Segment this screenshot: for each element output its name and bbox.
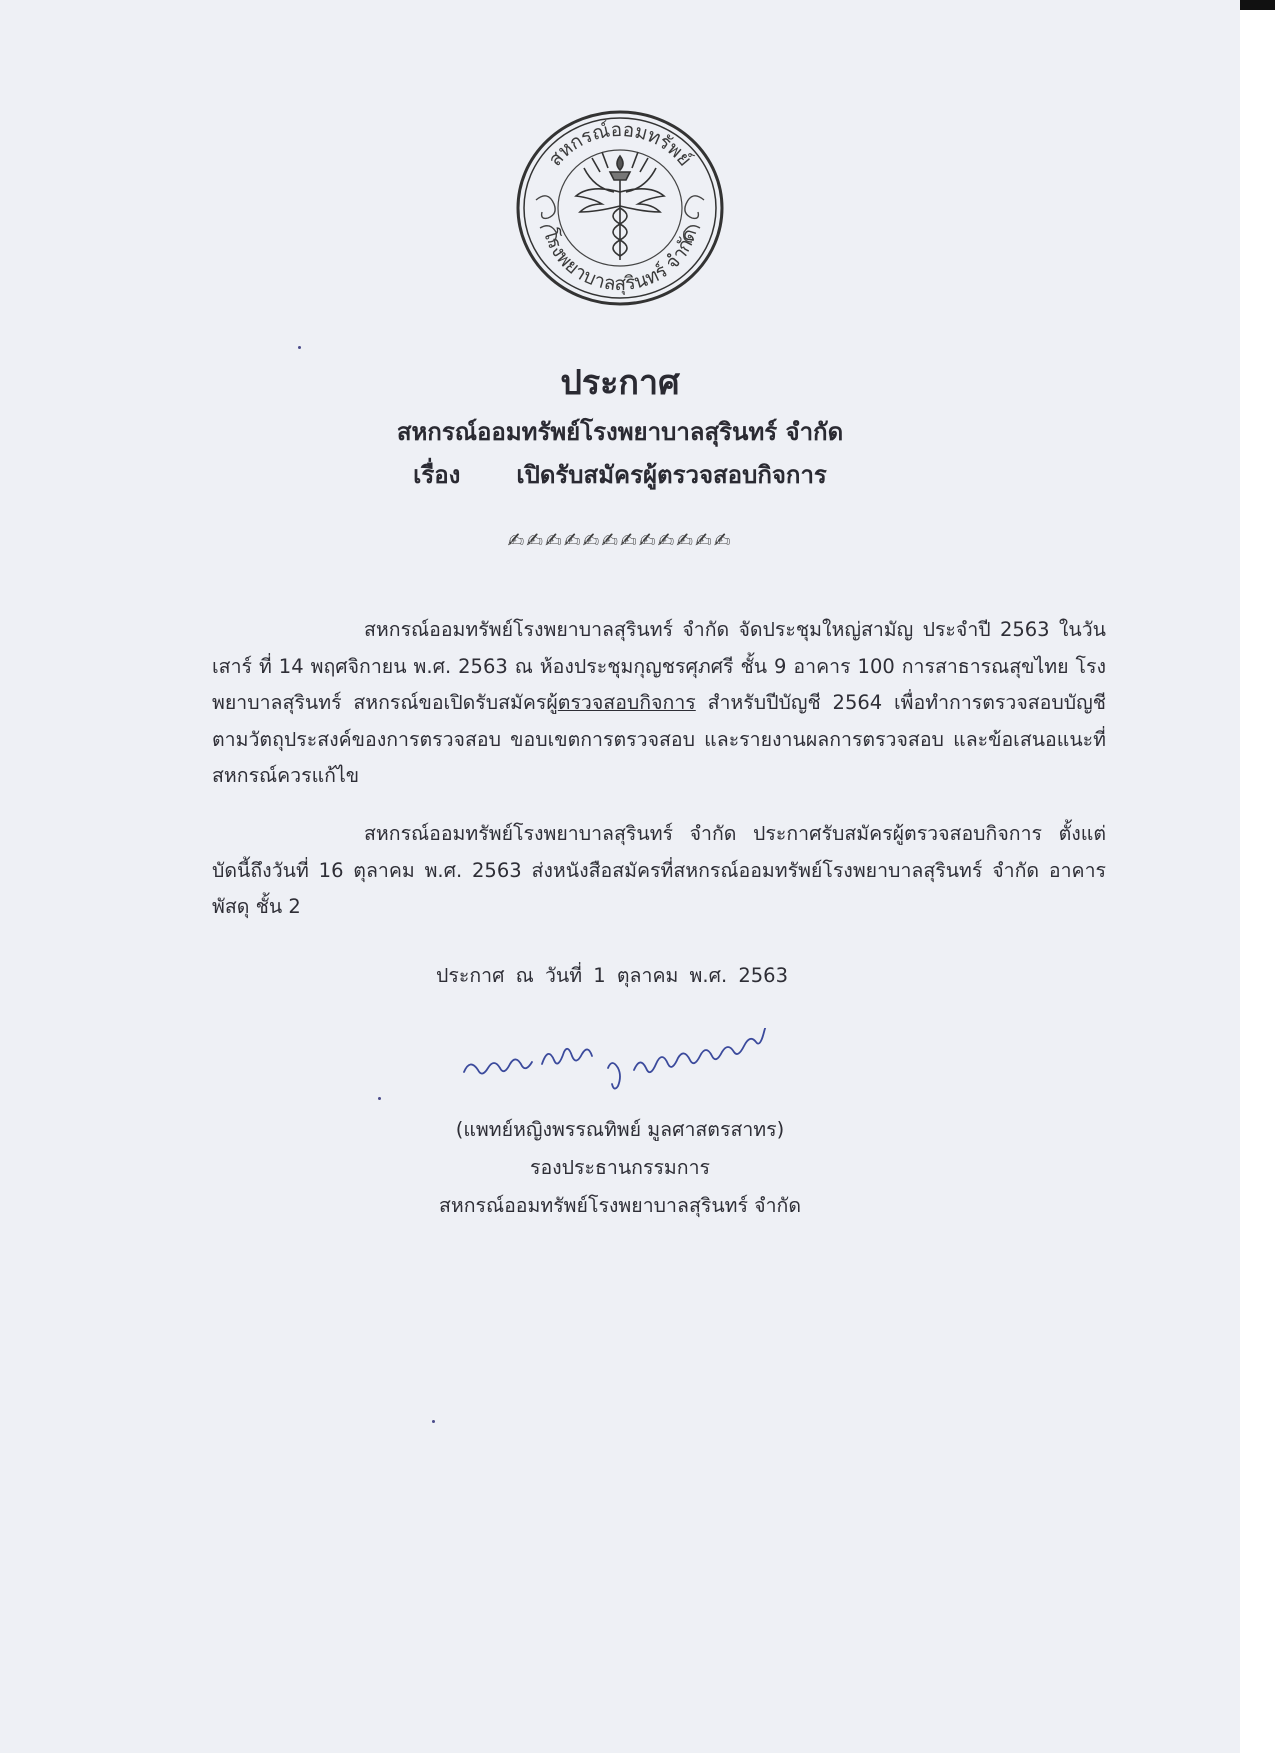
paragraph-1-text-a: สหกรณ์ออมทรัพย์โรงพยาบาลสุรินทร์ จำกัด จัดประชุมใหญ่สามัญ ประจำปี 2563 ในวันเสาร์ ที่ 14 พฤศจิกายน พ.ศ. 2563 ณ ห้องประชุมกุญชรศุภศรี ชั้น 9 อาคาร 100 การสาธารณสุขไทย โรงพยาบาลสุรินทร์ สหกรณ์ขอเปิดรับสมัครผู้ (212, 618, 1106, 714)
announcement-date: ประกาศ ณ วันที่ 1 ตุลาคม พ.ศ. 2563 (436, 964, 788, 987)
scan-edge-mark (1240, 0, 1275, 10)
cooperative-seal-logo (514, 108, 726, 308)
paper-speck (298, 346, 301, 349)
paragraph-1-underlined: ตรวจสอบกิจการ (557, 691, 696, 714)
scan-edge (1240, 0, 1275, 1753)
subject-line (0, 455, 1240, 494)
paragraph-1-text-b: สำหรับปีบัญชี 2564 เพื่อทำการตรวจสอบบัญชีตามวัตถุประสงค์ของการตรวจสอบ ขอบเขตการตรวจสอบ และรายงานผลการตรวจสอบ และข้อเสนอแนะที่สหกรณ์ควรแก้ไข (212, 691, 1106, 787)
decorative-divider: ✍✍✍✍✍✍✍✍✍✍✍✍ (507, 528, 733, 552)
signer-organization: สหกรณ์ออมทรัพย์โรงพยาบาลสุรินทร์ จำกัด (438, 1194, 802, 1217)
announcement-title: ประกาศ (560, 363, 680, 403)
body-paragraph-1 (212, 612, 1106, 795)
paper-speck (432, 1420, 435, 1423)
organization-heading: สหกรณ์ออมทรัพย์โรงพยาบาลสุรินทร์ จำกัด (396, 418, 844, 446)
signer-name: (แพทย์หญิงพรรณทิพย์ มูลศาสตรสาทร) (455, 1118, 785, 1141)
paper-speck (378, 1097, 381, 1100)
seal-top-text: สหกรณ์ออมทรัพย์ (544, 118, 696, 171)
subject-label: เรื่อง (413, 461, 461, 489)
seal-bottom-text: โรงพยาบาลสุรินทร์ จำกัด (538, 226, 702, 296)
body-paragraph-2 (212, 816, 1106, 926)
signer-position: รองประธานกรรมการ (529, 1156, 711, 1179)
handwritten-signature (458, 1028, 828, 1104)
subject-text: เปิดรับสมัครผู้ตรวจสอบกิจการ (516, 461, 827, 489)
paragraph-2-text: สหกรณ์ออมทรัพย์โรงพยาบาลสุรินทร์ จำกัด ประกาศรับสมัครผู้ตรวจสอบกิจการ ตั้งแต่บัดนี้ถึงวันที่ 16 ตุลาคม พ.ศ. 2563 ส่งหนังสือสมัครที่สหกรณ์ออมทรัพย์โรงพยาบาลสุรินทร์ จำกัด อาคารพัสดุ ชั้น 2 (212, 822, 1106, 918)
